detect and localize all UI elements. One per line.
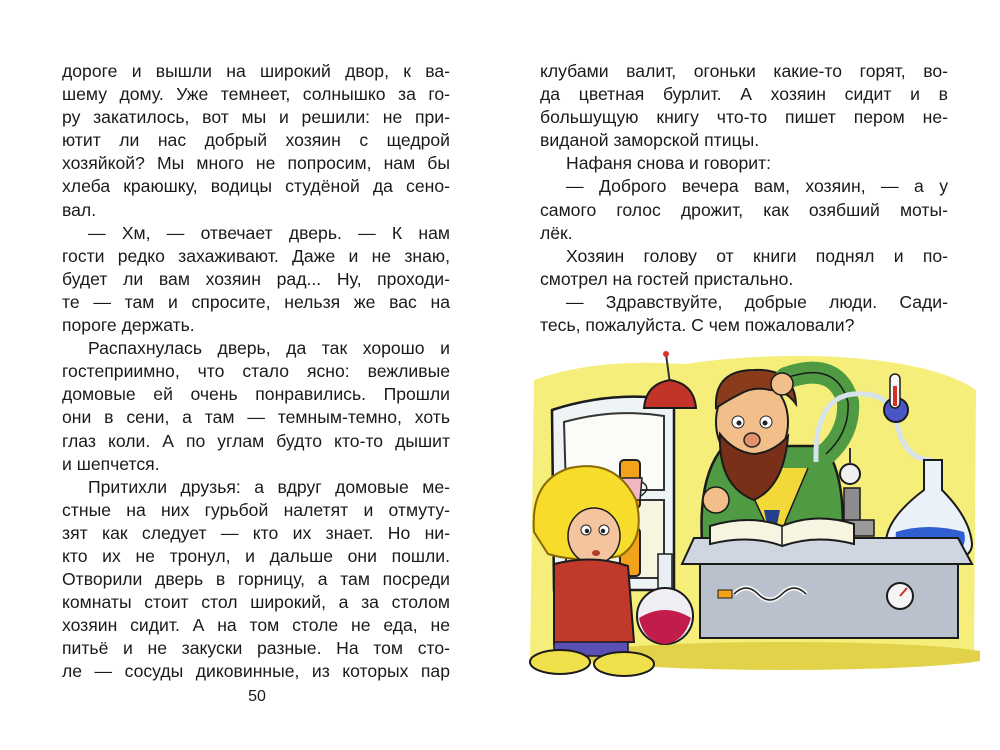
text-line: ле — сосуды диковинные, из которых пар [62,661,450,682]
illustration-house-master-and-nafanya [524,350,980,678]
text-line: стные на них гурьбой налетят и отмуту- [62,499,450,520]
text-line: дороге и вышли на широкий двор, к ва- [62,61,450,81]
text-line: Нафаня снова и говорит: [566,153,772,174]
text-line: хозяин сидит. А на том столе не еда, не [62,615,450,636]
text-line: ру закатилось, вот мы и решили: не при- [62,107,450,128]
text-line: Притихли друзья: а вдруг домовые ме- [88,476,450,497]
text-line: глаз коли. А по углам будто кто-то дышит [62,430,450,451]
text-line: Хозяин голову от книги поднял и по- [566,245,948,266]
text-line: хлеба краюшку, водицы студёной да сено- [62,176,450,197]
text-line: Распахнулась дверь, да так хорошо и [88,338,450,359]
text-line: кто их не тронул, и дальше они пошли. [62,545,450,566]
text-line: те — там и спросите, нельзя же вас на [62,291,450,312]
text-line: большущую книгу что-то пишет пером не- [540,107,948,128]
text-line: они в сени, а там — темным-темно, хоть [62,407,450,428]
text-line: домовые ей очень понравились. Прошли [62,384,450,405]
text-line: Отворили дверь в горницу, а там посреди [62,569,450,590]
text-line: да цветная бурлит. А хозяин сидит и в [540,84,948,105]
text-line: шему дому. Уже темнеет, солнышко за го- [62,84,450,105]
text-line: — Здравствуйте, добрые люди. Сади- [566,291,948,312]
left-text-column [62,60,450,684]
text-line: зят как следует — кто их знает. Но ни- [62,522,450,543]
text-line: смотрел на гостей пристально. [540,268,794,289]
text-line: и шепчется. [62,453,160,474]
text-line: — Хм, — отвечает дверь. — К нам [88,222,450,243]
lab-table [682,538,972,638]
text-line: виданой заморской птицы. [540,130,760,151]
text-line: лёк. [540,222,573,243]
right-page [500,0,1000,750]
text-line: — Доброго вечера вам, хозяин, — а у [566,176,948,197]
text-line: пороге держать. [62,315,195,336]
text-line: вал. [62,199,97,220]
right-text-column [540,60,948,337]
text-line: гости редко захаживают. Даже и не знаю, [62,245,450,266]
text-line: будет ли вам хозяин рад... Ну, проходи- [62,268,450,289]
text-line: питьё и не закуски разные. На том сто- [62,638,450,659]
text-line: клубами валит, огоньки какие-то горят, во- [540,61,948,81]
text-line: тесь, пожалуйста. С чем пожаловали? [540,315,855,336]
text-line: самого голос дрожит, как озябший моты- [540,199,948,220]
text-line: ютит ли нас добрый хозяин с щедрой [62,130,450,151]
text-line: гостеприимно, что стало ясно: вежливые [62,361,450,382]
text-line: комнаты стоит стол широкий, а за столом [62,592,450,613]
page-number: 50 [248,688,266,705]
text-line: хозяйкой? Мы много не попросим, нам бы [62,153,450,174]
